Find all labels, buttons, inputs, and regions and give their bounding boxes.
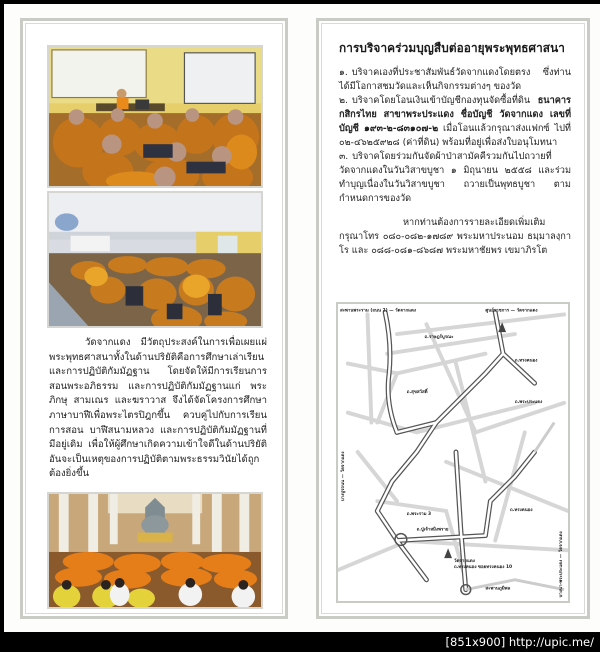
donation-item-1 (339, 66, 571, 94)
map-label-bottom-right-route: บางนา-พระประแดง — วัดจากแดง (559, 531, 565, 598)
item-text: บริจาคโดยโอนเงินเข้าบัญชีกองทุนจัดซื้อที่ดิน (351, 95, 531, 106)
map-label-road-5: ถ.ทรงคนอง (514, 358, 538, 364)
map-label-temple-sub: ถ.ทรงคนอง ซอยทรงคนอง 10 (453, 564, 513, 570)
left-panel (20, 18, 288, 619)
map-label-bridge: สะพานภูมิพล (485, 586, 511, 592)
map-label-road-3: ถ.พระราม 3 (406, 511, 432, 517)
photo-exam-hall (47, 191, 263, 328)
item-number: ๒. (339, 95, 348, 106)
item-text: บริจาคโดยร่วมกันจัดผ้าป่าสามัคคีรวมกันไปถวายที่วัดจากแดงในวันวิสาขบูชา ๑ มิถุนายน ๒๕๕๘ และร่วมทำบุญเนื่องในวันวิสาขบูชา ถวายเป็นพุทธบูชา ตามกำหนดการของวัด (339, 151, 571, 204)
map-label-top-right-route: ศูนย์ราชการ — วัดจากแดง (485, 308, 538, 314)
map-label-road-2: ถ.สุขสวัสดิ์ (406, 390, 428, 396)
classroom-photo-illustration (49, 47, 261, 186)
exam-hall-photo-illustration (49, 193, 261, 326)
map-label-temple: วัดจากแดง (453, 559, 475, 565)
right-panel (316, 18, 590, 619)
photo-classroom (47, 45, 263, 188)
item-text: บริจาคเองที่ประชาสัมพันธ์วัดจากแดงโดยตรง ซึ่งท่านได้มีโอกาสชมวัดและเห็นกิจกรรมต่างๆ ของวัด (339, 67, 571, 92)
image-host-footer: [851x900] http://upic.me/ (0, 632, 600, 652)
donation-section (339, 39, 571, 258)
map-label-top-left-route: สะพานพระราม (ถนน 2) — วัดจากแดง (339, 308, 417, 314)
map-label-road-6: ถ.พระประแดง (514, 399, 543, 405)
temple-intro-paragraph: วัดจากแดง มีวัตถุประสงค์ในการเพื่อเผยแผ่พระพุทธศาสนาทั้งในด้านปริยัติคือการศึกษาเล่าเรียนและการปฏิบัติกัมมัฏฐาน โดยจัดให้มีการเรียนการสอนพระอภิธรรม และการปฏิบัติกัมมัฏฐานแก่ พระภิกษุ สามเณร และฆราวาส จึงได้จัดโครงการศึกษาภาษาบาฬีเพื่อพระไตรปิฎกขึ้น ควบคู่ไปกับการเรียนการสอน บาฬีสนามหลวง และการปฏิบัติกัมมัฏฐานที่มีอยู่เดิม เพื่อให้ผู้ศึกษาเกิดความเข้าใจดีในด้านปริยัติอันจะเป็นเหตุของการปฏิบัติตามพระธรรมวินัยได้ถูกต้องยิ่งขึ้น (49, 337, 267, 480)
donation-item-2 (339, 94, 571, 150)
item-text-after: เมื่อโอนแล้วกรุณาส่งแฟกซ์ ไปที่ ๐๒-๔๖๒๕๙๒๘ (ค่าที่ดิน) พร้อมที่อยู่เพื่อส่งใบอนุโมทนา (339, 123, 571, 148)
map-label-landmark: ถ.ทรงคนอง (510, 507, 533, 513)
item-number: ๓. (339, 151, 349, 162)
item-number: ๑. (339, 67, 348, 78)
map-label-road-1: ถ.ราษฎร์บูรณะ (424, 334, 454, 340)
bank-account-details: ธนาคารกสิกรไทย สาขาพระประแดง ชื่อบัญชี วัดจากแดง เลขที่บัญชี ๑๙๓-๒-๘๓๑๐๗-๒ (339, 95, 571, 134)
photo-ordination-hall (47, 492, 263, 609)
ordination-hall-photo-illustration (49, 494, 261, 607)
map-illustration (338, 304, 568, 601)
map-label-left-route: บางปูรถนน — วัดจากแดง (340, 451, 346, 502)
contact-info: หากท่านต้องการรายละเอียดเพิ่มเติม กรุณาโทร ๐๘๐-๐๘๒-๑๗๘๙ พระมหาประนอม ธมฺมาลงฺกาโร และ ๐๘๘-๐๘๑-๘๖๘๗ พระมหาชัยพร เขมาภิรโต (339, 217, 571, 256)
donation-heading: การบริจาคร่วมบุญสืบต่ออายุพระพุทธศาสนา (339, 41, 565, 55)
map-label-road-4: ถ.ปู่เจ้าสมิงพราย (416, 527, 449, 533)
donation-item-3 (339, 150, 571, 206)
location-map (336, 302, 570, 603)
